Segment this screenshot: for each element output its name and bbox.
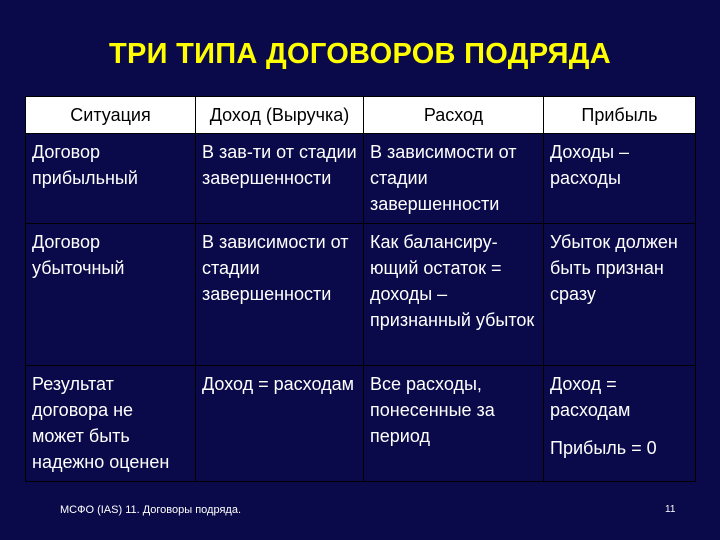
cell-profit: Доходы – расходы [544, 134, 696, 224]
table-header-row [26, 97, 696, 134]
slide-footer: МСФО (IAS) 11. Договоры подряда. [60, 504, 242, 516]
cell-situation: Результат договора не может быть надежно оценен [26, 366, 196, 482]
cell-revenue: Доход = расходам [196, 366, 364, 482]
header-expense: Расход [364, 97, 544, 134]
page-number: 11 [665, 504, 676, 515]
cell-expense: В зависимости от стадии завершенности [364, 134, 544, 224]
table-row [26, 366, 696, 482]
cell-revenue: В зав-ти от стадии завершенности [196, 134, 364, 224]
cell-situation: Договор убыточный [26, 224, 196, 366]
header-revenue: Доход (Выручка) [196, 97, 364, 134]
cell-expense: Все расходы, понесенные за период [364, 366, 544, 482]
contract-types-table [25, 96, 696, 482]
cell-profit: Доход = расходам [550, 374, 631, 420]
cell-profit: Убыток должен быть признан сразу [544, 224, 696, 366]
cell-revenue: В зависимости от стадии завершенности [196, 224, 364, 366]
header-profit: Прибыль [544, 97, 696, 134]
table-row [26, 224, 696, 366]
slide-title: ТРИ ТИПА ДОГОВОРОВ ПОДРЯДА [108, 38, 612, 70]
table-row [26, 134, 696, 224]
cell-profit-group [544, 366, 696, 482]
cell-situation: Договор прибыльный [26, 134, 196, 224]
cell-expense: Как балансиру-ющий остаток = доходы – признанный убыток [364, 224, 544, 366]
header-situation: Ситуация [26, 97, 196, 134]
cell-profit-zero: Прибыль = 0 [550, 438, 657, 458]
